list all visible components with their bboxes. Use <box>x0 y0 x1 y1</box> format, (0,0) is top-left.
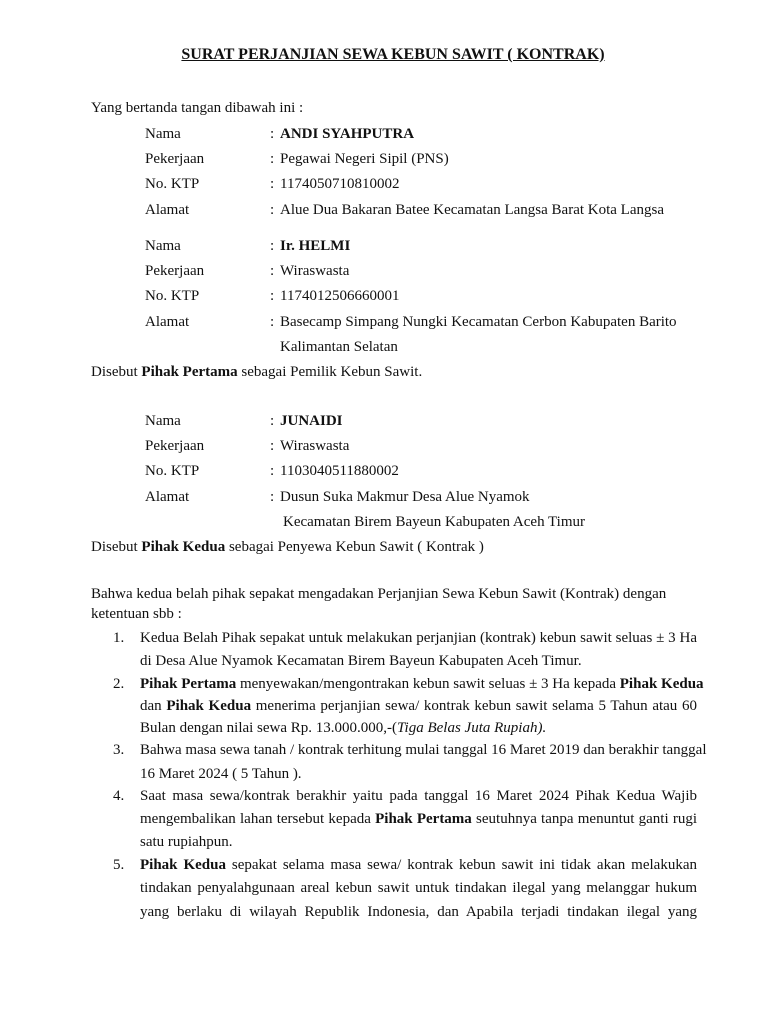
list-item-line <box>140 652 582 670</box>
field-label: Pekerjaan <box>145 151 205 167</box>
list-number: 4. <box>113 788 125 804</box>
colon: : <box>270 463 275 479</box>
field-label: No. KTP <box>145 463 200 479</box>
text-segment: menyewakan/mengontrakan kebun sawit seluas ± 3 Ha kepada <box>236 676 620 692</box>
colon: : <box>270 489 275 505</box>
text-segment: yang berlaku di wilayah Republik Indonesia, dan Apabila terjadi tindakan ilegal yang <box>140 904 697 920</box>
list-item-line <box>140 697 697 715</box>
text-segment: Kedua Belah Pihak sepakat untuk melakukan perjanjian (kontrak) kebun sawit seluas ± 3 Ha <box>140 630 697 646</box>
field-value: Wiraswasta <box>280 263 350 279</box>
paragraph-line <box>91 585 666 603</box>
list-number: 2. <box>113 676 125 692</box>
colon: : <box>270 238 275 254</box>
paragraph-line <box>91 538 484 556</box>
text-segment: Bulan dengan nilai sewa Rp. 13.000.000,-( <box>140 720 398 736</box>
field-value: 1174012506660001 <box>280 288 400 304</box>
colon: : <box>270 314 275 330</box>
field-value: 1103040511880002 <box>280 463 399 479</box>
field-value: 1174050710810002 <box>280 176 400 192</box>
list-item-line <box>140 765 302 783</box>
field-value: Basecamp Simpang Nungki Kecamatan Cerbon Kabupaten Barito <box>280 314 677 330</box>
field-value-continuation: Kalimantan Selatan <box>280 339 398 355</box>
field-label: Alamat <box>145 202 190 218</box>
field-label: Pekerjaan <box>145 438 205 454</box>
italic-text: Tiga Belas Juta Rupiah). <box>397 720 547 736</box>
field-value: Dusun Suka Makmur Desa Alue Nyamok <box>280 489 530 505</box>
bold-text: Pihak Pertama <box>140 676 237 692</box>
colon: : <box>270 413 275 429</box>
text-segment: seutuhnya tanpa menuntut ganti rugi <box>471 811 698 827</box>
field-value: Pegawai Negeri Sipil (PNS) <box>280 151 449 167</box>
text-segment: sepakat selama masa sewa/ kontrak kebun sawit ini tidak akan melakukan <box>225 857 697 873</box>
list-item-line <box>140 675 704 693</box>
list-number: 3. <box>113 742 125 758</box>
paragraph-line <box>91 605 182 623</box>
field-label: Nama <box>145 413 181 429</box>
text-segment: 16 Maret 2024 ( 5 Tahun ). <box>140 766 302 782</box>
list-item-line <box>140 741 707 759</box>
intro-text: Yang bertanda tangan dibawah ini : <box>91 100 304 116</box>
field-value: Wiraswasta <box>280 438 350 454</box>
text-segment: sebagai Pemilik Kebun Sawit. <box>237 364 423 380</box>
list-item-line <box>140 879 697 897</box>
list-item-line <box>140 787 697 805</box>
list-number: 1. <box>113 630 125 646</box>
field-label: Nama <box>145 238 181 254</box>
field-value: ANDI SYAHPUTRA <box>280 126 415 142</box>
list-item-line <box>140 856 697 874</box>
text-segment: Bahwa masa sewa tanah / kontrak terhitung mulai tanggal 16 Maret 2019 dan berakhir tanggal <box>140 742 707 758</box>
bold-text: Pihak Kedua <box>166 698 252 714</box>
paragraph-line <box>91 363 422 381</box>
text-segment: Saat masa sewa/kontrak berakhir yaitu pada tanggal 16 Maret 2024 Pihak Kedua Wajib <box>140 788 697 804</box>
text-segment: Disebut <box>91 364 142 380</box>
field-label: Pekerjaan <box>145 263 205 279</box>
colon: : <box>270 263 275 279</box>
text-segment: di Desa Alue Nyamok Kecamatan Birem Bayeun Kabupaten Aceh Timur. <box>140 653 582 669</box>
colon: : <box>270 176 275 192</box>
bold-text: Pihak Kedua <box>140 857 226 873</box>
text-segment: ketentuan sbb : <box>91 606 182 622</box>
field-value-continuation: Kecamatan Birem Bayeun Kabupaten Aceh Timur <box>283 514 586 530</box>
list-item-line <box>140 810 697 828</box>
document-title: SURAT PERJANJIAN SEWA KEBUN SAWIT ( KONTRAK) <box>181 46 605 63</box>
field-label: No. KTP <box>145 176 200 192</box>
field-value: Alue Dua Bakaran Batee Kecamatan Langsa Barat Kota Langsa <box>280 202 664 218</box>
text-segment: mengembalikan lahan tersebut kepada <box>140 811 376 827</box>
text-segment: sebagai Penyewa Kebun Sawit ( Kontrak ) <box>225 539 484 555</box>
bold-text: Pihak Kedua <box>141 539 226 555</box>
list-item-line <box>140 833 232 851</box>
bold-text: Pihak Pertama <box>141 364 238 380</box>
colon: : <box>270 126 275 142</box>
text-segment: menerima perjanjian sewa/ kontrak kebun sawit selama 5 Tahun atau 60 <box>251 698 697 714</box>
field-value: JUNAIDI <box>280 413 343 429</box>
list-item-line <box>140 719 546 737</box>
list-item-line <box>140 903 697 921</box>
field-label: Alamat <box>145 489 190 505</box>
list-item-line <box>140 629 697 647</box>
bold-text: Pihak Kedua <box>619 676 704 692</box>
text-segment: satu rupiahpun. <box>140 834 233 850</box>
text-segment: dan <box>140 698 167 714</box>
colon: : <box>270 151 275 167</box>
bold-text: Pihak Pertama <box>375 811 472 827</box>
field-label: Alamat <box>145 314 190 330</box>
text-segment: Disebut <box>91 539 142 555</box>
colon: : <box>270 438 275 454</box>
field-value: Ir. HELMI <box>280 238 351 254</box>
colon: : <box>270 202 275 218</box>
text-segment: Bahwa kedua belah pihak sepakat mengadakan Perjanjian Sewa Kebun Sawit (Kontrak) dengan <box>91 586 667 602</box>
field-label: Nama <box>145 126 181 142</box>
field-label: No. KTP <box>145 288 200 304</box>
list-number: 5. <box>113 857 125 873</box>
colon: : <box>270 288 275 304</box>
text-segment: tindakan penyalahgunaan areal kebun sawit untuk tindakan ilegal yang melanggar hukum <box>140 880 697 896</box>
